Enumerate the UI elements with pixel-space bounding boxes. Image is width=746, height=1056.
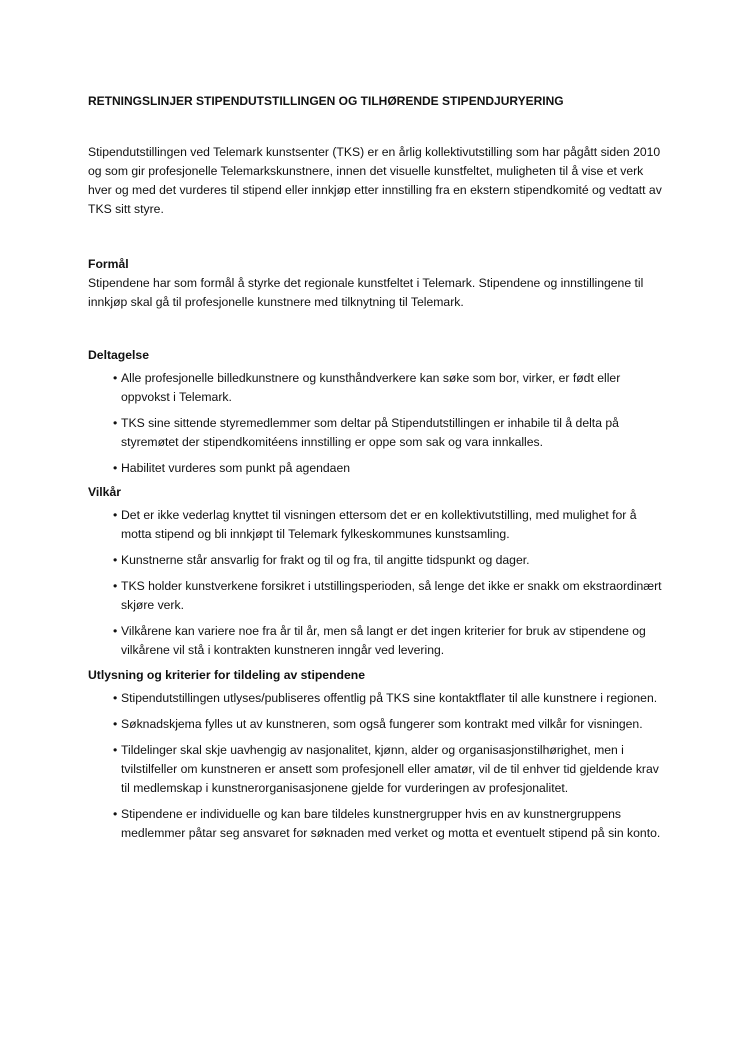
list-item-text: TKS holder kunstverkene forsikret i utstillingsperioden, så lenge det ikke er snakk om ekstraordinært skjøre verk. [121,579,662,612]
list-item [88,805,663,843]
bullet-icon: • [113,624,118,638]
utlysning-heading: Utlysning og kriterier for tildeling av stipendene [88,668,365,682]
bullet-icon: • [113,717,118,731]
list-item-text: Alle profesjonelle billedkunstnere og kunsthåndverkere kan søke som bor, virker, er født eller oppvokst i Telemark. [121,371,621,404]
list-item [88,577,663,615]
list-item [88,459,663,478]
bullet-icon: • [113,416,118,430]
bullet-icon: • [113,579,118,593]
formal-heading: Formål [88,257,129,271]
bullet-icon: • [113,807,118,821]
bullet-icon: • [113,461,118,475]
list-item [88,715,663,734]
list-item-text: Vilkårene kan variere noe fra år til år, men så langt er det ingen kriterier for bruk av stipendene og vilkårene vil stå i kontrakten kunstneren inngår ved levering. [121,624,646,657]
list-item [88,741,663,798]
list-item [88,689,663,708]
bullet-icon: • [113,743,118,757]
bullet-icon: • [113,371,118,385]
list-item [88,414,663,452]
list-item-text: TKS sine sittende styremedlemmer som deltar på Stipendutstillingen er inhabile til å delta på styremøtet der stipendkomitéens innstilling er oppe som sak og vara innkalles. [121,416,619,449]
vilkar-list [88,506,663,660]
document-title: RETNINGSLINJER STIPENDUTSTILLINGEN OG TILHØRENDE STIPENDJURYERING [88,94,564,108]
list-item-text: Stipendene er individuelle og kan bare tildeles kunstnergrupper hvis en av kunstnergruppens medlemmer påtar seg ansvaret for søknaden med verket og motta et eventuelt stipend på sin konto. [121,807,661,840]
list-item [88,369,663,407]
list-item-text: Tildelinger skal skje uavhengig av nasjonalitet, kjønn, alder og organisasjonstilhørighet, men i tvilstilfeller om kunstneren er ansett som profesjonell eller amatør, vil de til enhver tid gjeldende krav til medlemskap i kunstnerorganisasjonene gjelde for vurderingen av profesjonalitet. [121,743,659,795]
bullet-icon: • [113,691,118,705]
vilkar-heading: Vilkår [88,485,121,499]
formal-paragraph: Stipendene har som formål å styrke det regionale kunstfeltet i Telemark. Stipendene og innstillingene til innkjøp skal gå til profesjonelle kunstnere med tilknytning til Telemark. [88,276,644,309]
list-item [88,506,663,544]
utlysning-list [88,689,663,843]
list-item [88,551,663,570]
list-item [88,622,663,660]
list-item-text: Stipendutstillingen utlyses/publiseres offentlig på TKS sine kontaktflater til alle kunstnere i regionen. [121,691,658,705]
list-item-text: Søknadskjema fylles ut av kunstneren, som også fungerer som kontrakt med vilkår for visningen. [121,717,643,731]
list-item-text: Kunstnerne står ansvarlig for frakt og til og fra, til angitte tidspunkt og dager. [121,553,530,567]
deltagelse-list [88,369,663,478]
document-page [88,92,663,850]
list-item-text: Det er ikke vederlag knyttet til visningen ettersom det er en kollektivutstilling, med mulighet for å motta stipend og bli innkjøpt til Telemark fylkeskommunes kunstsamling. [121,508,637,541]
bullet-icon: • [113,553,118,567]
deltagelse-heading: Deltagelse [88,348,149,362]
intro-paragraph: Stipendutstillingen ved Telemark kunstsenter (TKS) er en årlig kollektivutstilling som har pågått siden 2010 og som gir profesjonelle Telemarkskunstnere, innen det visuelle kunstfeltet, muligheten til å vise et verk hver og med det vurderes til stipend eller innkjøp etter innstilling fra en ekstern stipendkomité og vedtatt av TKS sitt styre. [88,145,662,216]
bullet-icon: • [113,508,118,522]
list-item-text: Habilitet vurderes som punkt på agendaen [121,461,350,475]
